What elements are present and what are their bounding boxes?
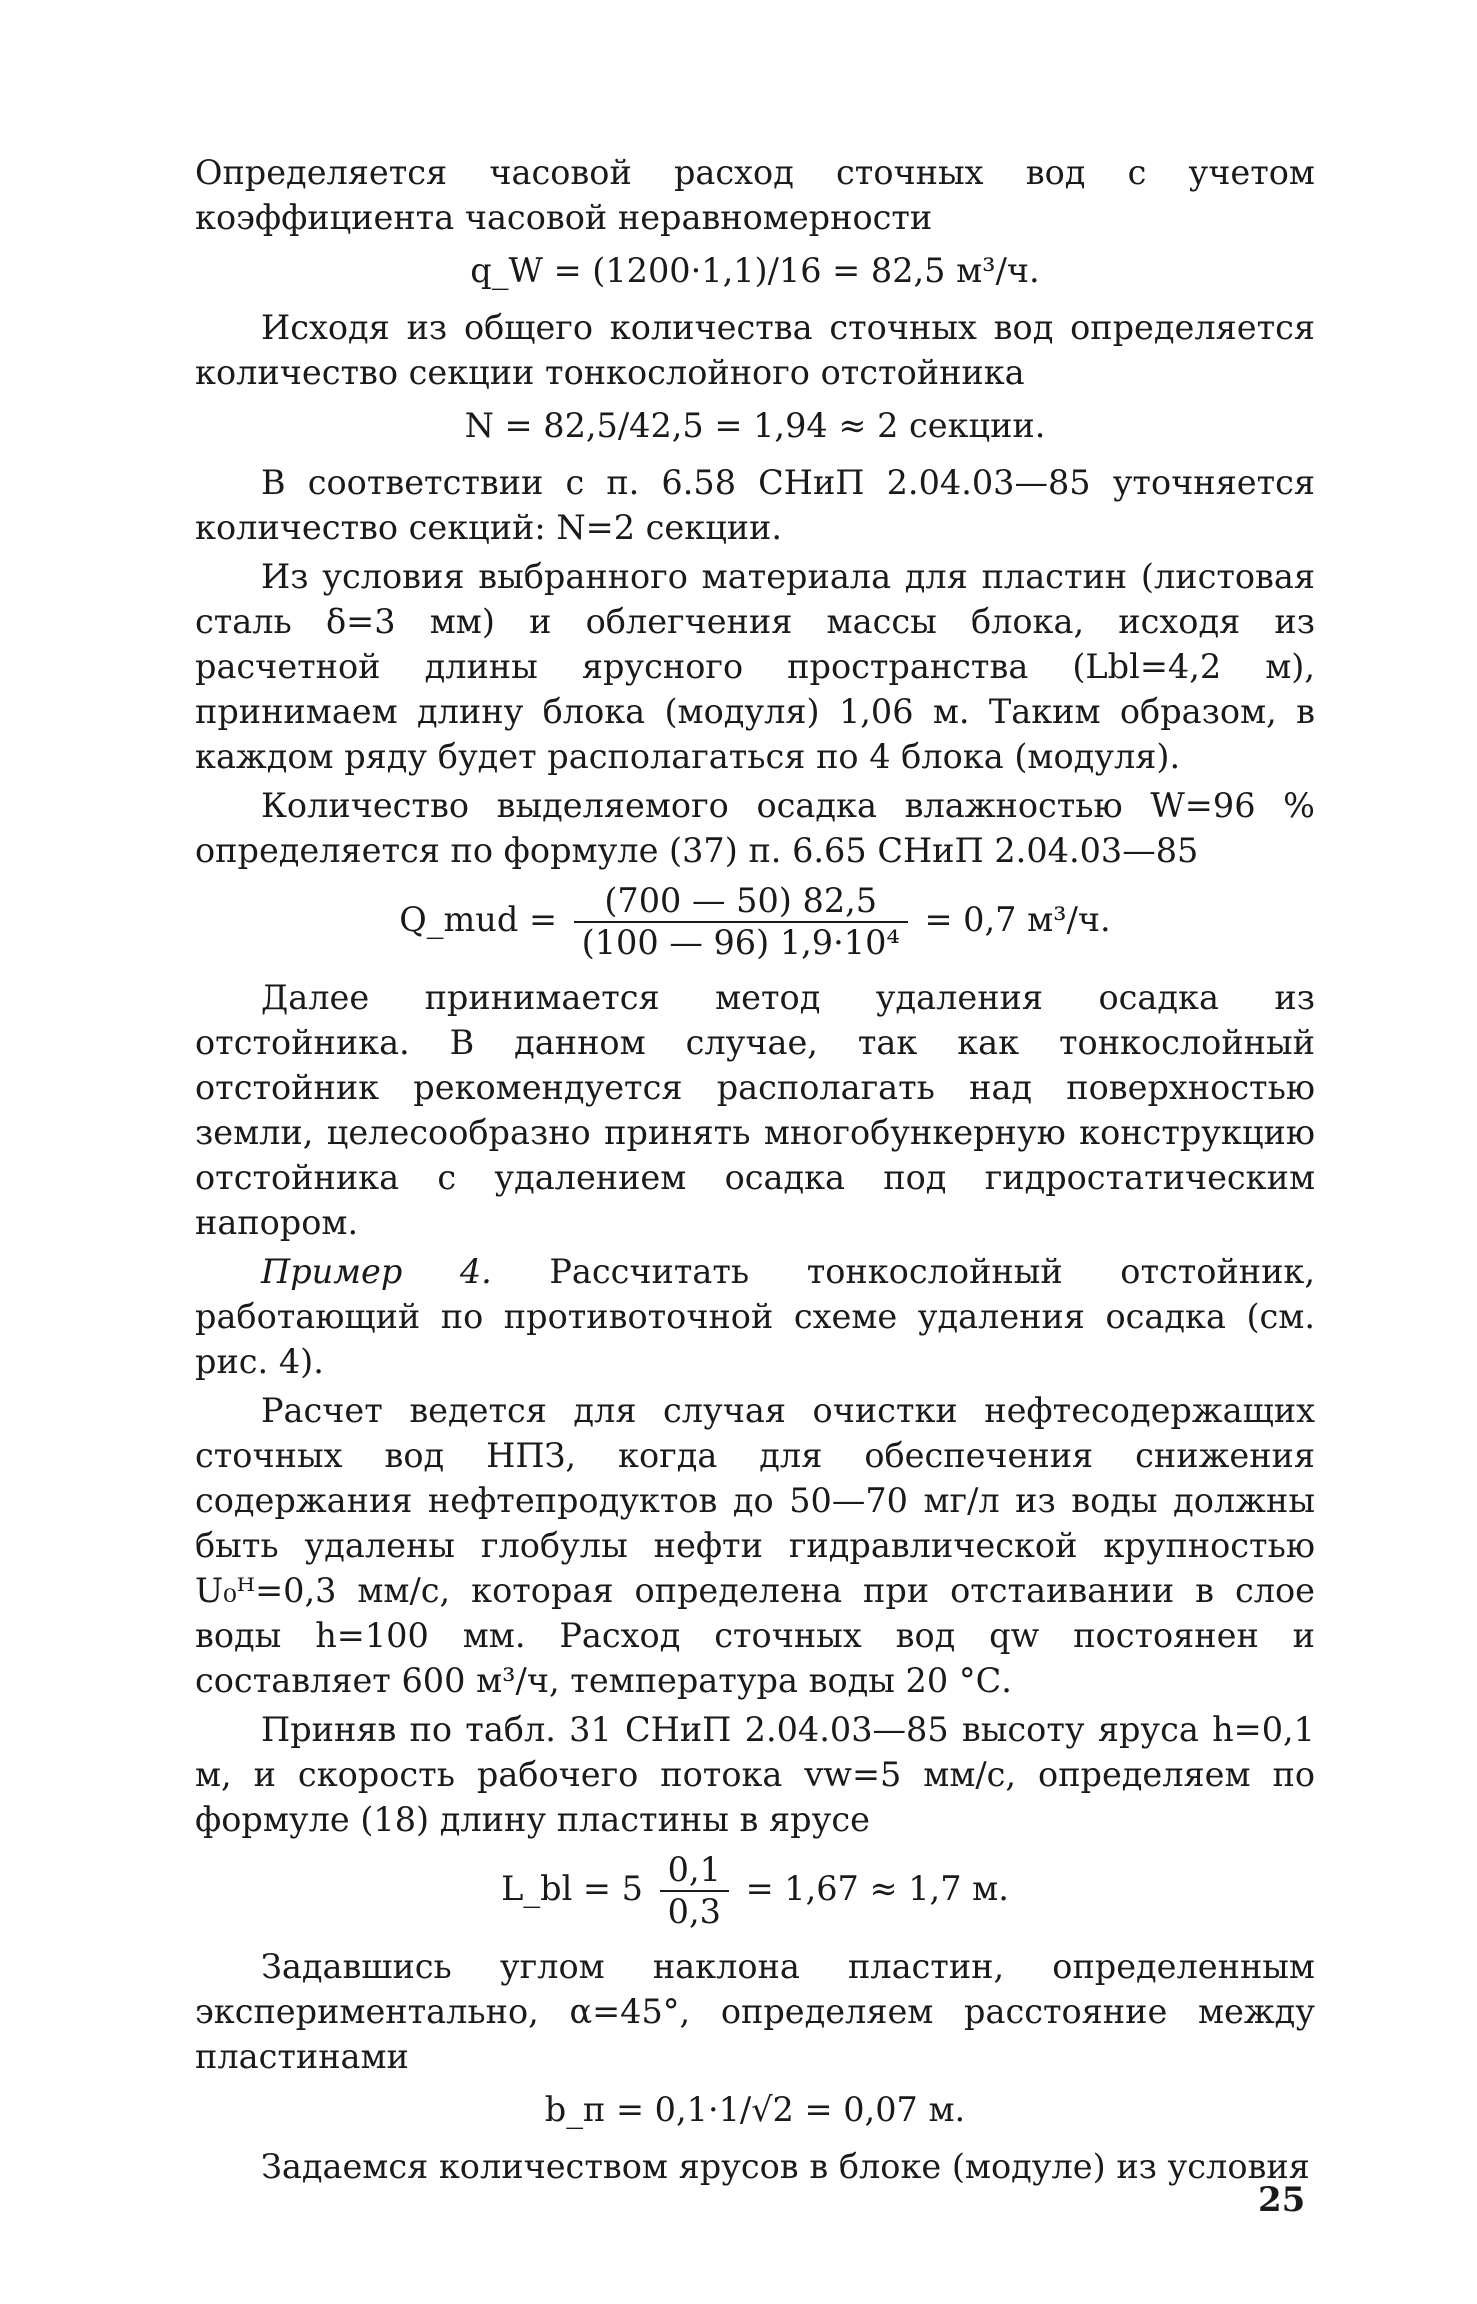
paragraph-example bbox=[195, 1249, 1315, 1384]
paragraph: Приняв по табл. 31 СНиП 2.04.03—85 высоту яруса h=0,1 м, и скорость рабочего потока vw=5 мм/с, определяем по формуле (18) длину пластины в ярусе bbox=[195, 1710, 1315, 1839]
paragraph: Расчет ведется для случая очистки нефтесодержащих сточных вод НПЗ, когда для обеспечения снижения содержания нефтепродуктов до 50—70 мг/л из воды должны быть удалены глобулы нефти гидравлической крупностью U₀ᴴ=0,3 мм/с, которая определена при отстаивании в слое воды h=100 мм. Расход сточных вод qw постоянен и составляет 600 м³/ч, температура воды 20 °С. bbox=[195, 1391, 1315, 1700]
example-label: Пример 4. bbox=[261, 1252, 492, 1291]
formula-text: b_п = 0,1·1/√2 = 0,07 м. bbox=[544, 2090, 966, 2129]
fraction bbox=[660, 1850, 729, 1932]
example-text: Рассчитать тонкослойный отстойник, работающий по противоточной схеме удаления осадка (см. рис. 4). bbox=[195, 1252, 1316, 1381]
paragraph: Исходя из общего количества сточных вод определяется количество секции тонкослойного отстойника bbox=[195, 308, 1315, 392]
fraction-numerator: 0,1 bbox=[660, 1850, 729, 1892]
formula-rhs: = 1,67 ≈ 1,7 м. bbox=[745, 1869, 1009, 1908]
formula-rhs: = 0,7 м³/ч. bbox=[924, 900, 1111, 939]
formula-section-count bbox=[195, 403, 1315, 448]
formula-sludge-amount bbox=[195, 881, 1315, 963]
formula-plate-spacing bbox=[195, 2087, 1315, 2132]
paragraph: Из условия выбранного материала для пластин (листовая сталь δ=3 мм) и облегчения массы блока, исходя из расчетной длины ярусного пространства (Lbl=4,2 м), принимаем длину блока (модуля) 1,06 м. Таким образом, в каждом ряду будет располагаться по 4 блока (модуля). bbox=[195, 557, 1315, 776]
formula-text: q_W = (1200·1,1)/16 = 82,5 м³/ч. bbox=[470, 251, 1040, 290]
paragraph: Далее принимается метод удаления осадка из отстойника. В данном случае, так как тонкослойный отстойник рекомендуется располагать над поверхностью земли, целесообразно принять многобункерную конструкцию отстойника с удалением осадка под гидростатическим напором. bbox=[195, 978, 1315, 1242]
formula-lhs: Q_mud = bbox=[399, 900, 558, 939]
page-number: 25 bbox=[1258, 2180, 1306, 2220]
fraction-denominator: (100 — 96) 1,9·10⁴ bbox=[581, 923, 900, 962]
fraction-denominator: 0,3 bbox=[667, 1892, 721, 1931]
paragraph: Задаемся количеством ярусов в блоке (модуле) из условия bbox=[261, 2147, 1310, 2186]
paragraph: Определяется часовой расход сточных вод с учетом коэффициента часовой неравномерности bbox=[195, 153, 1315, 237]
paragraph: В соответствии с п. 6.58 СНиП 2.04.03—85 уточняется количество секций: N=2 секции. bbox=[195, 463, 1315, 547]
paragraph: Задавшись углом наклона пластин, определенным экспериментально, α=45°, определяем расстояние между пластинами bbox=[195, 1947, 1315, 2076]
fraction bbox=[574, 881, 908, 963]
formula-plate-length bbox=[195, 1850, 1315, 1932]
fraction-numerator: (700 — 50) 82,5 bbox=[574, 881, 908, 923]
page-body bbox=[195, 150, 1315, 2189]
formula-text: N = 82,5/42,5 = 1,94 ≈ 2 секции. bbox=[464, 406, 1046, 445]
formula-lhs: L_bl = 5 bbox=[501, 1869, 643, 1908]
paragraph: Количество выделяемого осадка влажностью W=96 % определяется по формуле (37) п. 6.65 СНиП 2.04.03—85 bbox=[195, 786, 1315, 870]
formula-hourly-flow bbox=[195, 248, 1315, 293]
